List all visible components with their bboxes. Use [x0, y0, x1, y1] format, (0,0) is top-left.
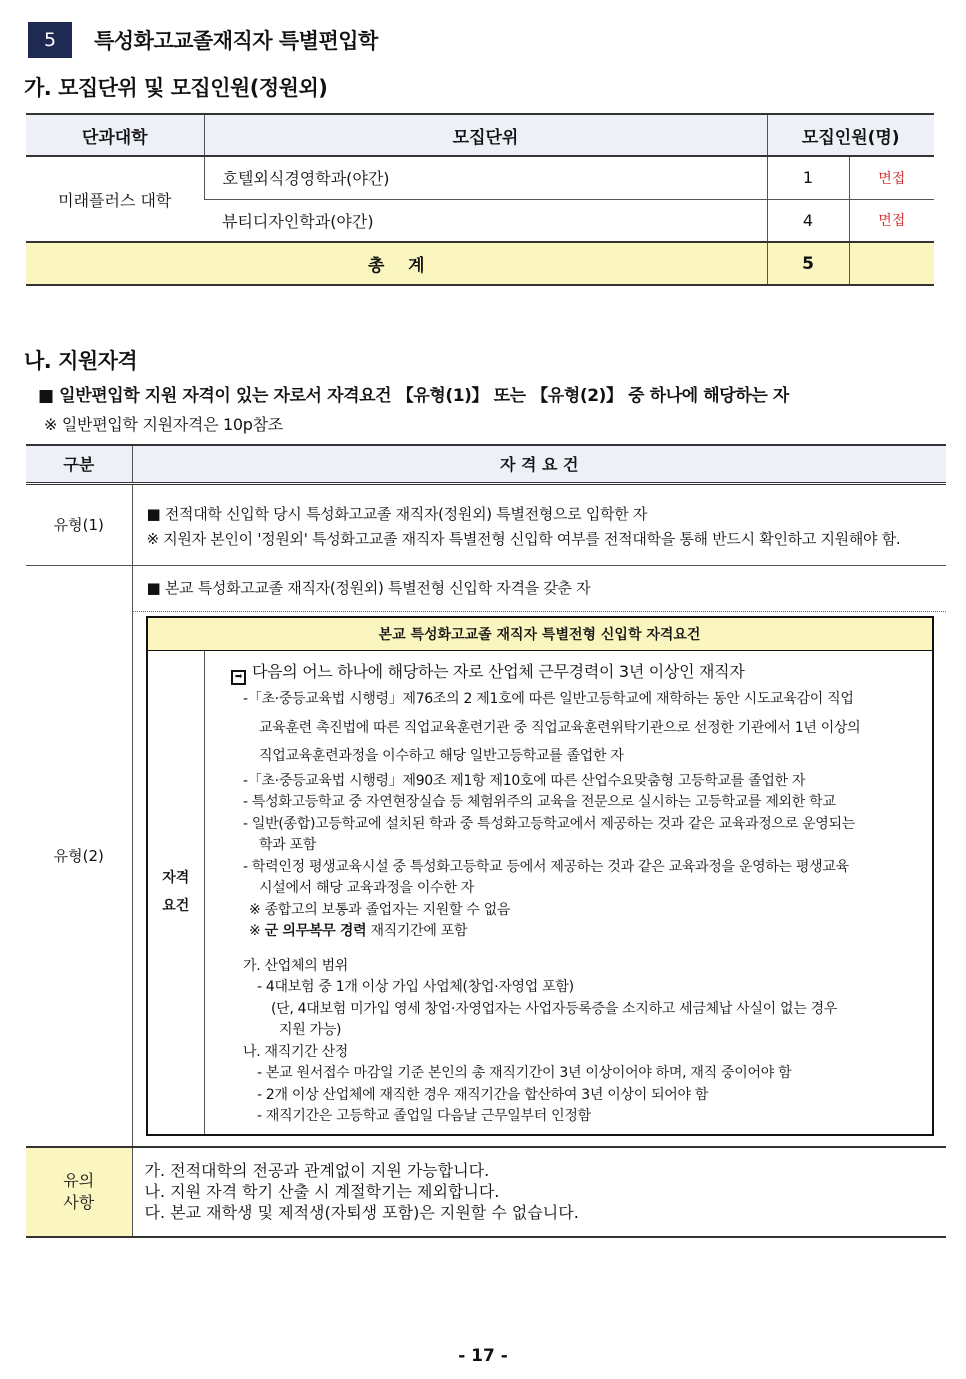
inner-title: 본교 특성화고교졸 재직자 특별전형 신입학 자격요건 — [147, 617, 933, 651]
header-unit: 모집단위 — [204, 114, 767, 156]
scope-item: - 4대보험 중 1개 이상 가입 사업체(창업·자영업 포함) — [257, 979, 574, 995]
req-item: 교육훈련 촉진법에 따른 직업교육훈련기관 중 직업교육훈련위탁기관으로 선정한 기관에서 1년 이상의 — [259, 719, 861, 736]
military-bold: 군 의무복무 경력 — [264, 923, 367, 939]
scope-title: 가. 산업체의 범위 — [243, 957, 349, 974]
inner-label-line: 자격 — [162, 870, 190, 887]
lead-text: 다음의 어느 하나에 해당하는 자로 산업체 근무경력이 3년 이상인 재직자 — [252, 662, 745, 681]
inner-requirements-box — [146, 616, 934, 1136]
total-row — [26, 242, 934, 285]
type1-content — [132, 483, 946, 565]
military-mark: ※ — [249, 923, 265, 939]
notes-label — [26, 1147, 132, 1237]
req-item: - 특성화고등학교 중 자연현장실습 등 체험위주의 교육을 전문으로 실시하는 고등학교를 제외한 학교 — [243, 794, 836, 810]
arrow-box-icon: ➡ — [231, 670, 246, 685]
part-b-heading: 나. 지원자격 — [24, 349, 138, 373]
table-header-row — [26, 445, 946, 483]
scope-item: 지원 가능) — [279, 1022, 342, 1038]
period-item: - 본교 원서접수 마감일 기준 본인의 총 재직기간이 3년 이상이어야 하며, 재직 중이어야 함 — [257, 1065, 792, 1081]
count-cell: 1 — [767, 156, 849, 199]
type2-row — [26, 565, 946, 1147]
military-note — [231, 921, 928, 943]
interview-note: 면접 — [849, 156, 934, 199]
type2-content — [132, 565, 946, 1147]
military-rest: 재직기간에 포함 — [366, 923, 468, 939]
total-label: 총 계 — [26, 242, 767, 285]
unit-cell: 호텔외식경영학과(야간) — [204, 156, 767, 199]
notes-line: 가. 전적대학의 전공과 관계없이 지원 가능합니다. — [144, 1161, 490, 1180]
req-item: 학과 포함 — [259, 837, 317, 853]
req-item: -「초·중등교육법 시행령」제90조 제1항 제10호에 따른 산업수요맞춤형 고등학교를 졸업한 자 — [243, 772, 806, 789]
type2-line: ■ 본교 특성화고교졸 재직자(정원외) 특별전형 신입학 자격을 갖춘 자 — [133, 576, 947, 612]
interview-note: 면접 — [849, 199, 934, 242]
college-cell: 미래플러스 대학 — [26, 156, 204, 242]
lead-line — [231, 659, 928, 685]
type1-row — [26, 483, 946, 565]
total-count: 5 — [767, 242, 849, 285]
inner-label-line: 요건 — [162, 898, 190, 915]
table-header-row — [26, 114, 934, 156]
header-count: 모집인원(명) — [767, 114, 934, 156]
inner-body — [205, 651, 933, 1135]
total-empty-cell — [849, 242, 934, 285]
scope-item: (단, 4대보험 미가입 영세 창업·자영업자는 사업자등록증을 소지하고 세금체납 사실이 없는 경우 — [271, 1000, 838, 1017]
period-item: - 2개 이상 산업체에 재직한 경우 재직기간을 합산하여 3년 이상이 되어야 함 — [257, 1086, 709, 1103]
req-item: - 일반(종합)고등학교에 설치된 학과 중 특성화고등학교에서 제공하는 것과 같은 교육과정으로 운영되는 — [243, 815, 855, 832]
period-title: 나. 재직기간 산정 — [243, 1043, 349, 1060]
eligibility-table — [26, 444, 946, 1238]
type1-line: ※ 지원자 본인이 '정원외' 특성화고교졸 재직자 특별전형 신입학 여부를 전적대학을 통해 반드시 확인하고 지원해야 함. — [146, 529, 901, 548]
req-item: ※ 종합고의 보통과 졸업자는 지원할 수 없음 — [249, 901, 511, 918]
header-college: 단과대학 — [26, 114, 204, 156]
header-category: 구분 — [26, 445, 132, 483]
type1-label: 유형(1) — [26, 483, 132, 565]
req-item: 직업교육훈련과정을 이수하고 해당 일반고등학교를 졸업한 자 — [259, 748, 624, 764]
eligibility-bullet: ■ 일반편입학 지원 자격이 있는 자로서 자격요건 【유형(1)】 또는 【유형(2)】 중 하나에 해당하는 자 — [38, 386, 789, 406]
part-a-heading: 가. 모집단위 및 모집인원(정원외) — [24, 76, 328, 100]
page-number: - 17 - — [458, 1346, 508, 1366]
req-item: - 학력인정 평생교육시설 중 특성화고등학교 등에서 제공하는 것과 같은 교육과정을 운영하는 평생교육 — [243, 858, 849, 875]
unit-cell: 뷰티디자인학과(야간) — [204, 199, 767, 242]
inner-label — [147, 651, 205, 1135]
notes-label-line: 사항 — [63, 1192, 95, 1212]
notes-content — [132, 1147, 946, 1237]
type1-line: ■ 전적대학 신입학 당시 특성화고교졸 재직자(정원외) 특별전형으로 입학한 자 — [146, 504, 648, 523]
period-item: - 재직기간은 고등학교 졸업일 다음날 근무일부터 인정함 — [257, 1108, 591, 1124]
notes-line: 나. 지원 자격 학기 산출 시 계절학기는 제외합니다. — [144, 1182, 500, 1201]
header-requirements: 자 격 요 건 — [132, 445, 946, 483]
section-title: 특성화고교졸재직자 특별편입학 — [94, 29, 378, 53]
notes-label-line: 유의 — [63, 1170, 95, 1190]
count-cell: 4 — [767, 199, 849, 242]
section-number-badge: 5 — [28, 22, 72, 58]
recruitment-table — [26, 113, 934, 286]
req-item: 시설에서 해당 교육과정을 이수한 자 — [259, 880, 474, 896]
eligibility-note: ※ 일반편입학 지원자격은 10p참조 — [44, 415, 283, 434]
table-row — [26, 156, 934, 199]
req-item: -「초·중등교육법 시행령」제76조의 2 제1호에 따른 일반고등학교에 재학하는 동안 시도교육감이 직업 — [243, 691, 854, 707]
notes-line: 다. 본교 재학생 및 제적생(자퇴생 포함)은 지원할 수 없습니다. — [144, 1203, 579, 1222]
notes-row — [26, 1147, 946, 1237]
type2-label: 유형(2) — [26, 565, 132, 1147]
section-header — [28, 22, 378, 58]
